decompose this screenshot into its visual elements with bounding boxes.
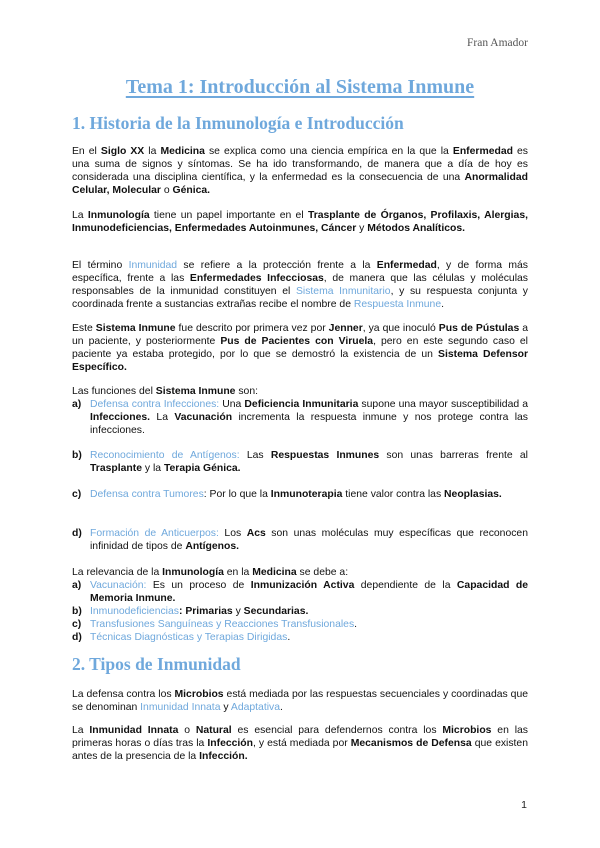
paragraph-inmunologia: La Inmunología tiene un papel importante en el Trasplante de Órganos, Profilaxis, Alergias, Inmunodeficiencias, Enfermedades Autoinmunes, Cáncer y Métodos Analíticos. (72, 210, 528, 234)
list-item: b) Reconocimiento de Antígenos: Las Respuestas Inmunes son unas barreras frente al Trasplante y la Terapia Génica. (72, 450, 528, 474)
page-number: 1 (521, 799, 527, 811)
paragraph-inmunidad-innata: La Inmunidad Innata o Natural es esencial para defendernos contra los Microbios en las primeras horas o días tras la Infección, y está mediada por Mecanismos de Defensa que existen antes de la presencia de la Infección. (72, 725, 528, 762)
paragraph-defensa-microbios: La defensa contra los Microbios está mediada por las respuestas secuenciales y coordinadas que se denominan Inmunidad Innata y Adaptativa. (72, 689, 528, 713)
section-2-heading: 2. Tipos de Inmunidad (72, 654, 241, 674)
paragraph-siglo-xx: En el Siglo XX la Medicina se explica como una ciencia empírica en la que la Enfermedad es una suma de signos y síntomas. Se ha ido transformando, de manera que a día de hoy es considerada una disciplina científica, y la enfermedad es la consecuencia de una Anormalidad Celular, Molecular o Génica. (72, 146, 528, 196)
section-1-heading: 1. Historia de la Inmunología e Introducción (72, 113, 404, 133)
list-item: d) Técnicas Diagnósticas y Terapias Dirigidas. (72, 632, 291, 643)
list-item: a) Vacunación: Es un proceso de Inmunización Activa dependiente de la Capacidad de Memoria Inmune. (72, 580, 528, 604)
paragraph-inmunidad: El término Inmunidad se refiere a la protección frente a la Enfermedad, y de forma más específica, frente a las Enfermedades Infecciosas, de manera que las células y moléculas responsables de la inmunidad constituyen el Sistema Inmunitario, y su respuesta conjunta y coordinada frente a sustancias extrañas recibe el nombre de Respuesta Inmune. (72, 260, 528, 310)
paragraph-jenner: Este Sistema Inmune fue descrito por primera vez por Jenner, ya que inoculó Pus de Pústulas a un paciente, y posteriormente Pus de Pacientes con Viruela, pero en este segundo caso el paciente ya estaba protegido, por lo que se demostró la existencia de un Sistema Defensor Específico. (72, 323, 529, 373)
list-item: c) Defensa contra Tumores: Por lo que la Inmunoterapia tiene valor contra las Neoplasias. (72, 489, 502, 500)
functions-intro: Las funciones del Sistema Inmune son: (72, 386, 258, 397)
relevance-intro: La relevancia de la Inmunología en la Medicina se debe a: (72, 567, 349, 578)
list-item: a) Defensa contra Infecciones: Una Deficiencia Inmunitaria supone una mayor susceptibilidad a Infecciones. La Vacunación incrementa la respuesta inmune y nos protege contra las infecciones. (72, 399, 529, 436)
list-item: c) Transfusiones Sanguíneas y Reacciones Transfusionales. (72, 619, 358, 630)
list-item: d) Formación de Anticuerpos: Los Acs son unas moléculas muy específicas que reconocen infinidad de tipos de Antígenos. (72, 528, 528, 552)
list-item: b) Inmunodeficiencias: Primarias y Secundarias. (72, 606, 309, 617)
document-title: Tema 1: Introducción al Sistema Inmune (125, 76, 475, 98)
author-name: Fran Amador (466, 37, 528, 49)
